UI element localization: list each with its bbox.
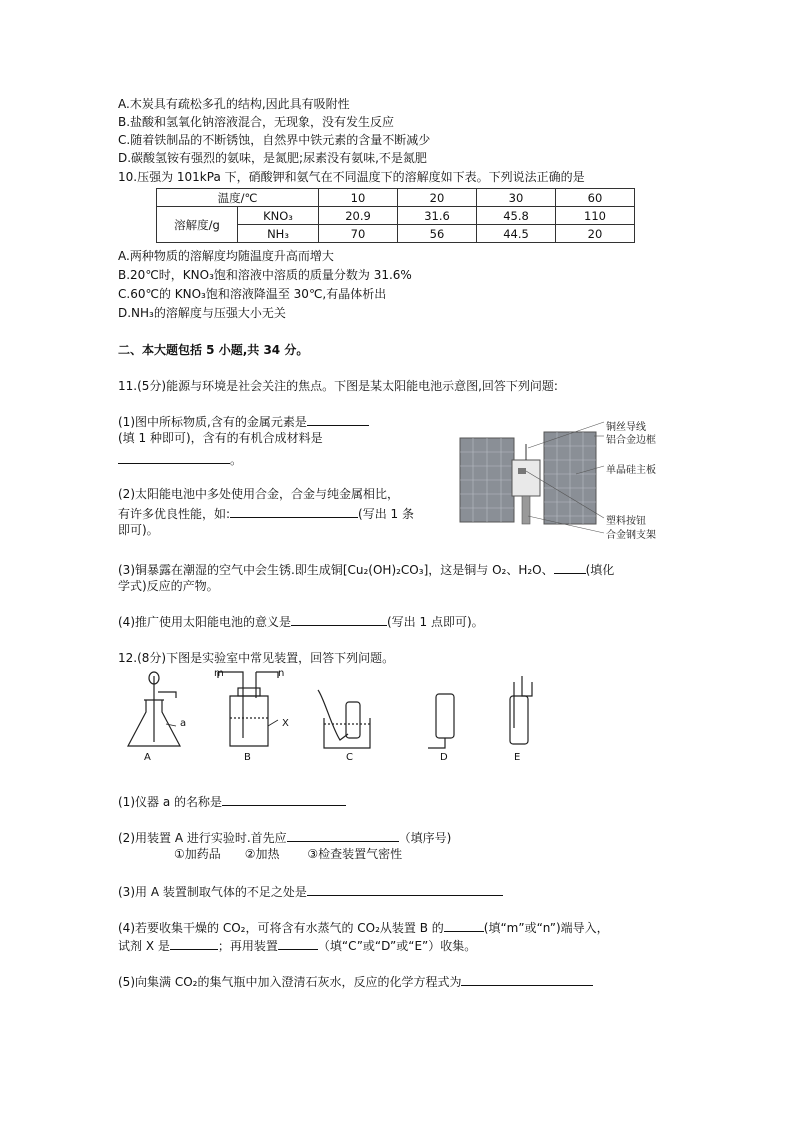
q11-p1-text: (1)图中所标物质,含有的金属元素是 — [118, 415, 307, 429]
apparatus-name: C — [346, 752, 353, 763]
q10-option-c: C.60℃的 KNO₃饱和溶液降温至 30℃,有晶体析出 — [118, 287, 387, 301]
q11-p3-text: (3)铜暴露在潮湿的空气中会生锈.即生成铜[Cu₂(OH)₂CO₃]，这是铜与 O₂、H₂O、 — [118, 563, 554, 577]
kno3-value: 31.6 — [398, 207, 477, 225]
figure-label: 合金钢支架 — [606, 530, 656, 541]
q12-p2-options: ①加药品 ②加热 ③检查装置气密性 — [174, 847, 403, 861]
answer-blank[interactable] — [461, 972, 593, 986]
q11-p1-end: 。 — [230, 453, 243, 467]
figure-label: 铜丝导线 — [606, 422, 646, 433]
kno3-value: 110 — [556, 207, 635, 225]
answer-blank[interactable] — [554, 560, 586, 574]
apparatus-label-n: n — [278, 668, 285, 679]
q11-p1-text2: (填 1 种即可)，含有的有机合成材料是 — [118, 431, 323, 445]
answer-blank[interactable] — [444, 918, 484, 932]
apparatus-name: D — [440, 752, 448, 763]
q11-stem: 11.(5分)能源与环境是社会关注的焦点。下图是某太阳能电池示意图,回答下列问题: — [118, 379, 558, 393]
q12-p5-text: (5)向集满 CO₂的集气瓶中加入澄清石灰水，反应的化学方程式为 — [118, 975, 462, 989]
apparatus-name: A — [144, 752, 151, 763]
q11-p2-text: (2)太阳能电池中多处使用合金，合金与纯金属相比， — [118, 487, 400, 501]
q12-stem: 12.(8分)下图是实验室中常见装置，回答下列问题。 — [118, 651, 395, 665]
answer-blank[interactable] — [278, 936, 318, 950]
answer-blank[interactable] — [222, 792, 346, 806]
answer-blank[interactable] — [118, 450, 230, 464]
q11-p2-text4: 即可)。 — [118, 523, 159, 537]
q10-option-d: D.NH₃的溶解度与压强大小无关 — [118, 306, 286, 320]
nh3-value: 56 — [398, 225, 477, 243]
answer-blank[interactable] — [170, 936, 218, 950]
solubility-label: 溶解度/g — [157, 207, 238, 243]
q11-p4-text: (4)推广使用太阳能电池的意义是 — [118, 615, 291, 629]
temp-cell: 20 — [398, 189, 477, 207]
answer-blank[interactable] — [291, 612, 387, 626]
q12-p1-text: (1)仪器 a 的名称是 — [118, 795, 222, 809]
q11-p4-text2: (写出 1 点即可)。 — [387, 615, 484, 629]
figure-label: 单晶硅主板 — [606, 465, 656, 476]
temp-cell: 30 — [477, 189, 556, 207]
q12-p4-text3: 试剂 X 是 — [118, 939, 170, 953]
q12-p2-text2: （填序号) — [398, 831, 452, 845]
nh3-value: 70 — [319, 225, 398, 243]
figure-label: 铝合金边框 — [606, 435, 656, 446]
q10-option-b: B.20℃时，KNO₃饱和溶液中溶质的质量分数为 31.6% — [118, 268, 412, 282]
temp-cell: 10 — [319, 189, 398, 207]
figure-label: 塑料按钮 — [606, 516, 646, 527]
apparatus-name: B — [244, 752, 251, 763]
nh3-value: 20 — [556, 225, 635, 243]
solar-panel-illustration — [456, 418, 696, 542]
q11-p2-text3: (写出 1 条 — [358, 507, 414, 521]
q12-p3-text: (3)用 A 装置制取气体的不足之处是 — [118, 885, 307, 899]
q9-option-b: B.盐酸和氢氧化钠溶液混合，无现象，没有发生反应 — [118, 115, 395, 129]
row-name-kno3: KNO₃ — [238, 207, 319, 225]
kno3-value: 20.9 — [319, 207, 398, 225]
q12-p4-text2: (填“m”或“n”)端导入， — [483, 921, 609, 935]
q10-stem: 10.压强为 101kPa 下，硝酸钾和氨气在不同温度下的溶解度如下表。下列说法正确的是 — [118, 170, 585, 184]
answer-blank[interactable] — [307, 882, 503, 896]
kno3-value: 45.8 — [477, 207, 556, 225]
apparatus-label-a: a — [180, 718, 187, 729]
section-title: 二、本大题包括 5 小题,共 34 分。 — [118, 343, 309, 357]
apparatus-figure — [118, 668, 538, 766]
q9-option-d: D.碳酸氢铵有强烈的氨味，是氮肥;尿素没有氨味,不是氮肥 — [118, 151, 427, 165]
q11-p2-text2: 有许多优良性能，如: — [118, 507, 231, 521]
solubility-table — [156, 188, 635, 243]
answer-blank[interactable] — [230, 504, 358, 518]
q9-option-c: C.随着铁制品的不断锈蚀，自然界中铁元素的含量不断减少 — [118, 133, 431, 147]
q12-p4-text4: ；再用装置 — [217, 939, 278, 953]
temp-header: 温度/℃ — [157, 189, 319, 207]
q9-option-a: A.木炭具有疏松多孔的结构,因此具有吸附性 — [118, 97, 350, 111]
solar-panel-figure — [456, 418, 696, 542]
q12-p4-text: (4)若要收集干燥的 CO₂，可将含有水蒸气的 CO₂从装置 B 的 — [118, 921, 444, 935]
answer-blank[interactable] — [287, 828, 399, 842]
temp-cell: 60 — [556, 189, 635, 207]
nh3-value: 44.5 — [477, 225, 556, 243]
q12-p2-text: (2)用装置 A 进行实验时.首先应 — [118, 831, 287, 845]
q11-p3-text2: (填化 — [585, 563, 615, 577]
apparatus-label-m: m — [214, 668, 224, 679]
q10-option-a: A.两种物质的溶解度均随温度升高而增大 — [118, 249, 334, 263]
apparatus-name: E — [514, 752, 521, 763]
row-name-nh3: NH₃ — [238, 225, 319, 243]
apparatus-label-x: X — [282, 718, 289, 729]
q12-p4-text5: （填“C”或“D”或“E”）收集。 — [317, 939, 477, 953]
q11-p3-text3: 学式)反应的产物。 — [118, 579, 219, 593]
apparatus-illustration — [118, 668, 538, 766]
answer-blank[interactable] — [307, 412, 369, 426]
